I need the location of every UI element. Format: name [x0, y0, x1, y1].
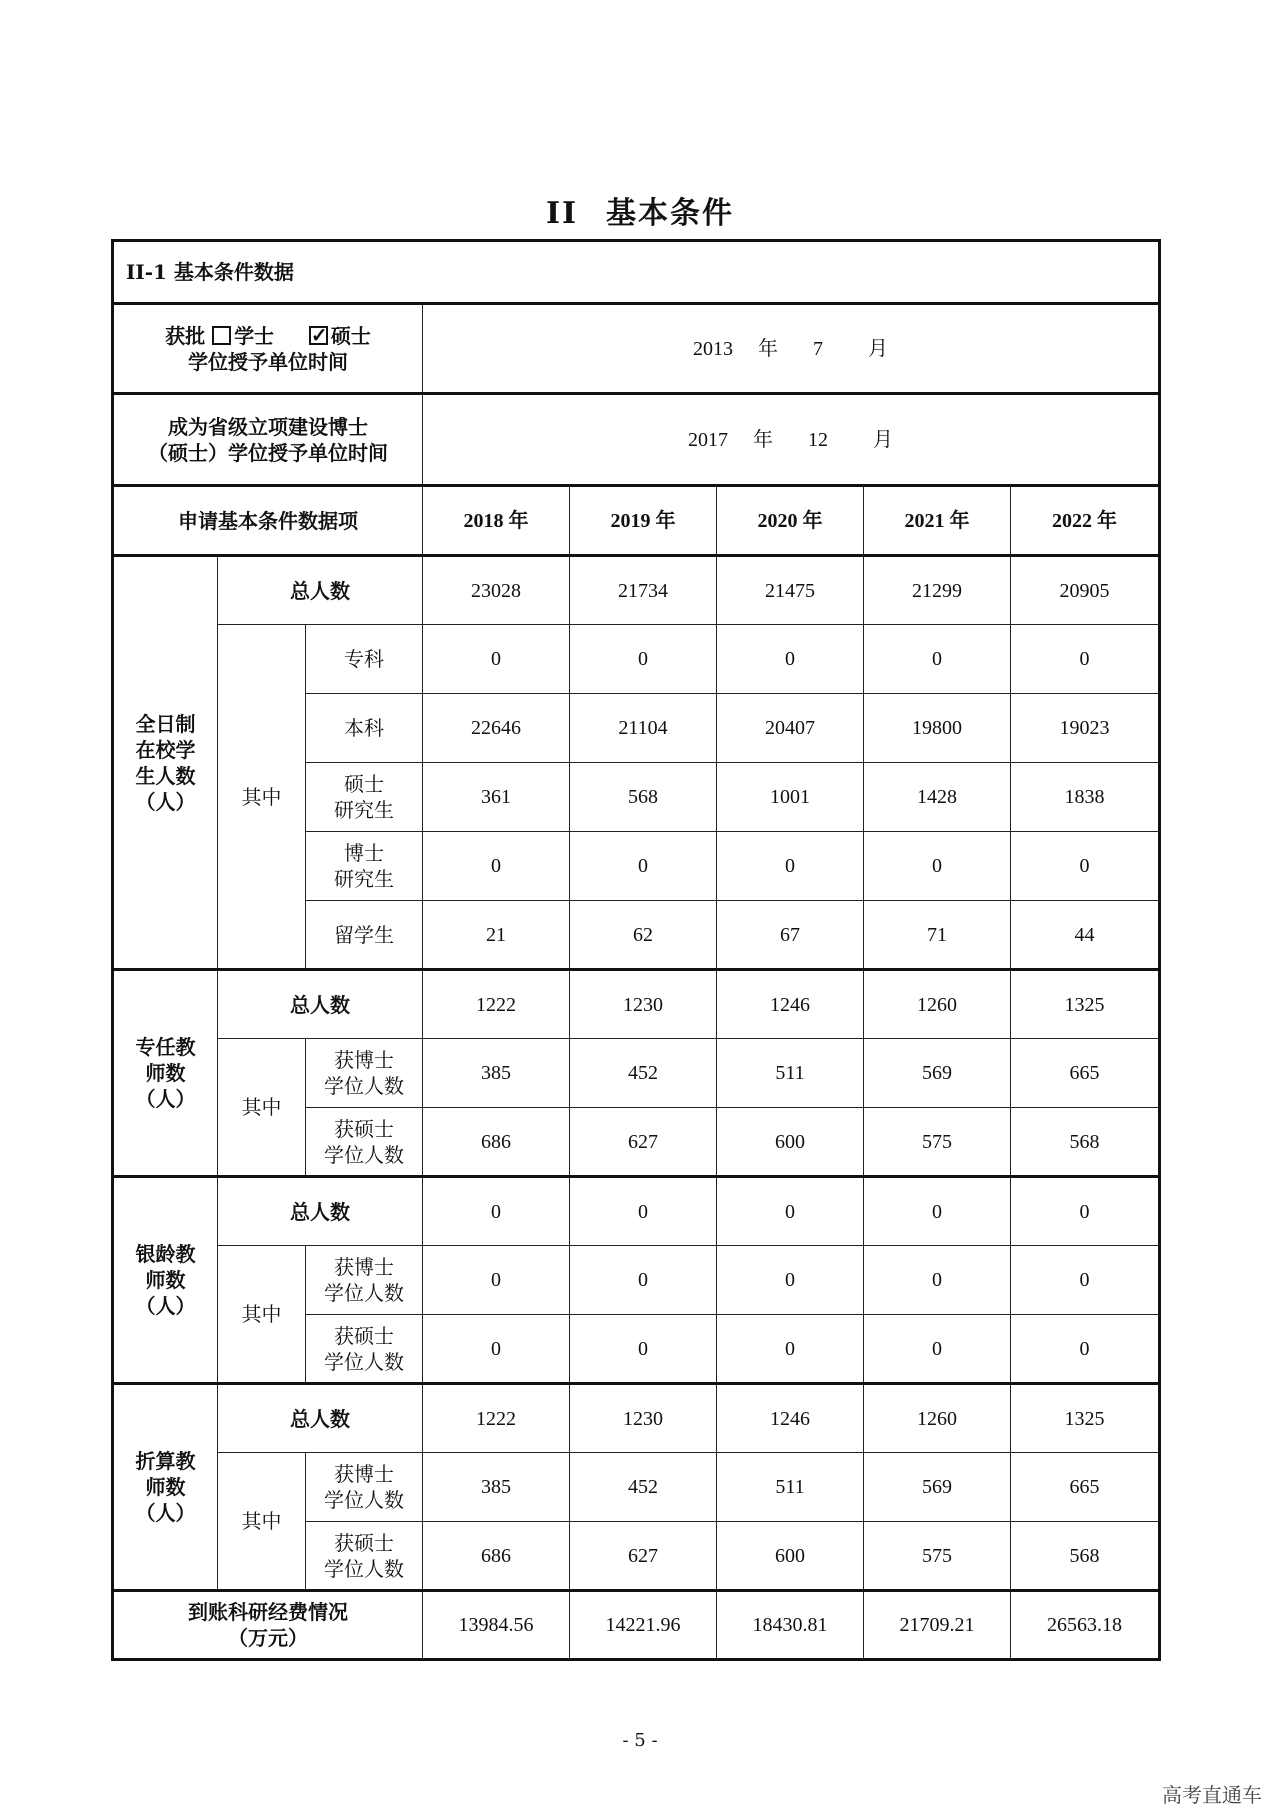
value-cell: 0	[717, 1246, 864, 1315]
approval-year: 2013	[693, 337, 733, 360]
sub-label: 其中	[218, 1453, 306, 1591]
provincial-label-line2: （硕士）学位授予单位时间	[148, 440, 388, 465]
value-cell: 0	[570, 1246, 717, 1315]
value-cell: 71	[864, 901, 1011, 970]
bachelor-checkbox	[212, 326, 231, 345]
label-line: 获硕士	[334, 1323, 394, 1348]
value-cell: 1428	[864, 763, 1011, 832]
row-label	[306, 1108, 423, 1177]
value-cell: 600	[717, 1108, 864, 1177]
value-cell: 18430.81	[717, 1591, 864, 1660]
value-cell: 0	[570, 1315, 717, 1384]
page-title	[0, 188, 1280, 232]
label-line: 获硕士	[334, 1116, 394, 1141]
approval-prefix: 获批	[165, 323, 206, 348]
value-cell: 1001	[717, 763, 864, 832]
row-label	[306, 901, 423, 970]
value-cell: 0	[864, 1246, 1011, 1315]
label-line: 硕士	[344, 772, 384, 796]
value-cell: 385	[423, 1039, 570, 1108]
provincial-date	[423, 394, 1160, 486]
value-cell: 1246	[717, 970, 864, 1039]
value-cell: 452	[570, 1453, 717, 1522]
provincial-label	[113, 394, 423, 486]
provincial-year-unit: 年	[753, 428, 773, 451]
approval-month-unit: 月	[868, 337, 888, 360]
page-number: - 5 -	[622, 1730, 658, 1751]
label-line: 全日制	[135, 711, 196, 736]
value-cell: 0	[864, 625, 1011, 694]
basic-conditions-table	[111, 239, 1161, 1661]
value-cell: 0	[570, 1177, 717, 1246]
value-cell: 1260	[864, 970, 1011, 1039]
year-header: 2018 年	[423, 486, 570, 556]
header-label: 申请基本条件数据项	[113, 486, 423, 556]
label-line: 到账科研经费情况	[188, 1600, 348, 1624]
year-header: 2019 年	[570, 486, 717, 556]
value-cell: 0	[1011, 1315, 1160, 1384]
value-cell: 361	[423, 763, 570, 832]
row-label	[306, 694, 423, 763]
row-label	[306, 832, 423, 901]
value-cell: 44	[1011, 901, 1160, 970]
table-row	[113, 1453, 1160, 1522]
value-cell: 1838	[1011, 763, 1160, 832]
value-cell: 21475	[717, 556, 864, 625]
label-line: 获博士	[334, 1048, 394, 1072]
provincial-month: 12	[808, 428, 828, 451]
value-cell: 0	[1011, 1246, 1160, 1315]
label-line: 银龄教	[135, 1242, 196, 1266]
label-line: （人）	[135, 1294, 196, 1318]
value-cell: 0	[570, 625, 717, 694]
value-cell: 21299	[864, 556, 1011, 625]
value-cell: 0	[423, 1246, 570, 1315]
label-line: 本科	[344, 716, 384, 740]
value-cell: 1230	[570, 1384, 717, 1453]
value-cell: 1222	[423, 970, 570, 1039]
label-line: 专科	[344, 647, 384, 671]
label-line: （万元）	[228, 1626, 308, 1650]
value-cell: 452	[570, 1039, 717, 1108]
value-cell: 665	[1011, 1453, 1160, 1522]
master-checkbox-checked	[309, 326, 328, 345]
value-cell: 385	[423, 1453, 570, 1522]
group-label	[113, 970, 218, 1177]
value-cell: 568	[1011, 1522, 1160, 1591]
provincial-year: 2017	[688, 428, 728, 451]
value-cell: 1260	[864, 1384, 1011, 1453]
value-cell: 1325	[1011, 1384, 1160, 1453]
label-line: 生人数	[135, 763, 196, 788]
row-label	[306, 625, 423, 694]
value-cell: 665	[1011, 1039, 1160, 1108]
value-cell: 0	[1011, 1177, 1160, 1246]
table-row	[113, 556, 1160, 625]
table-row	[113, 1177, 1160, 1246]
value-cell: 19023	[1011, 694, 1160, 763]
table-row	[113, 970, 1160, 1039]
year-header: 2020 年	[717, 486, 864, 556]
table-row	[113, 1591, 1160, 1660]
group-label	[113, 1384, 218, 1591]
value-cell: 1222	[423, 1384, 570, 1453]
total-label: 总人数	[218, 970, 423, 1039]
table-row	[113, 1039, 1160, 1108]
label-line: 获博士	[334, 1462, 394, 1486]
row-label	[306, 1315, 423, 1384]
label-line: 师数	[145, 1475, 186, 1499]
value-cell: 568	[1011, 1108, 1160, 1177]
value-cell: 14221.96	[570, 1591, 717, 1660]
title-roman: II	[545, 196, 579, 231]
label-line: 研究生	[334, 867, 394, 891]
value-cell: 19800	[864, 694, 1011, 763]
value-cell: 1325	[1011, 970, 1160, 1039]
label-line: （人）	[135, 789, 196, 814]
value-cell: 0	[717, 625, 864, 694]
value-cell: 569	[864, 1039, 1011, 1108]
master-option: 硕士	[330, 323, 371, 348]
value-cell: 13984.56	[423, 1591, 570, 1660]
bachelor-option: 学士	[234, 323, 275, 348]
sub-label: 其中	[218, 1246, 306, 1384]
label-line: 师数	[145, 1268, 186, 1292]
label-line: 学位人数	[324, 1556, 404, 1581]
group-label	[113, 1177, 218, 1384]
value-cell: 20407	[717, 694, 864, 763]
section-label: II-1 基本条件数据	[113, 241, 1160, 304]
value-cell: 21104	[570, 694, 717, 763]
label-line: 学位人数	[324, 1074, 404, 1098]
label-line: 学位人数	[324, 1349, 404, 1374]
label-line: 学位人数	[324, 1488, 404, 1512]
table-row	[113, 1384, 1160, 1453]
value-cell: 0	[1011, 625, 1160, 694]
value-cell: 0	[717, 1315, 864, 1384]
value-cell: 67	[717, 901, 864, 970]
row-label	[306, 1039, 423, 1108]
year-header: 2022 年	[1011, 486, 1160, 556]
value-cell: 0	[423, 1315, 570, 1384]
label-line: 留学生	[334, 922, 394, 947]
value-cell: 22646	[423, 694, 570, 763]
value-cell: 627	[570, 1522, 717, 1591]
value-cell: 21	[423, 901, 570, 970]
approval-month: 7	[813, 337, 823, 360]
value-cell: 0	[423, 625, 570, 694]
value-cell: 21709.21	[864, 1591, 1011, 1660]
value-cell: 575	[864, 1522, 1011, 1591]
approval-label	[113, 304, 423, 394]
value-cell: 62	[570, 901, 717, 970]
label-line: （人）	[135, 1501, 196, 1525]
value-cell: 1246	[717, 1384, 864, 1453]
label-line: 获博士	[334, 1255, 394, 1279]
row-label	[306, 1453, 423, 1522]
value-cell: 0	[717, 832, 864, 901]
value-cell: 0	[864, 1177, 1011, 1246]
label-line: 在校学	[135, 737, 196, 762]
approval-date	[423, 304, 1160, 394]
value-cell: 511	[717, 1039, 864, 1108]
value-cell: 23028	[423, 556, 570, 625]
provincial-month-unit: 月	[873, 428, 893, 451]
value-cell: 511	[717, 1453, 864, 1522]
label-line: 获硕士	[334, 1530, 394, 1555]
value-cell: 627	[570, 1108, 717, 1177]
sub-label: 其中	[218, 1039, 306, 1177]
value-cell: 26563.18	[1011, 1591, 1160, 1660]
value-cell: 600	[717, 1522, 864, 1591]
row-label	[306, 763, 423, 832]
label-line: 师数	[145, 1061, 186, 1085]
table-row	[113, 1246, 1160, 1315]
watermark: 高考直通车	[1162, 1783, 1262, 1807]
sub-label: 其中	[218, 625, 306, 970]
label-line: 折算教	[135, 1449, 196, 1473]
label-line: 学位人数	[324, 1281, 404, 1305]
row-label	[306, 1246, 423, 1315]
label-line: 博士	[344, 841, 384, 865]
total-label: 总人数	[218, 556, 423, 625]
label-line: 专任教	[135, 1035, 196, 1059]
value-cell: 568	[570, 763, 717, 832]
value-cell: 21734	[570, 556, 717, 625]
value-cell: 569	[864, 1453, 1011, 1522]
table-row	[113, 625, 1160, 694]
total-label: 总人数	[218, 1177, 423, 1246]
row-label	[306, 1522, 423, 1591]
year-header: 2021 年	[864, 486, 1011, 556]
value-cell: 20905	[1011, 556, 1160, 625]
label-line: 研究生	[334, 798, 394, 822]
label-line: （人）	[135, 1087, 196, 1111]
value-cell: 0	[423, 1177, 570, 1246]
value-cell: 0	[864, 1315, 1011, 1384]
provincial-label-line1: 成为省级立项建设博士	[168, 414, 368, 439]
value-cell: 686	[423, 1108, 570, 1177]
title-text: 基本条件	[606, 196, 735, 231]
value-cell: 0	[717, 1177, 864, 1246]
value-cell: 0	[570, 832, 717, 901]
value-cell: 1230	[570, 970, 717, 1039]
value-cell: 575	[864, 1108, 1011, 1177]
value-cell: 0	[864, 832, 1011, 901]
approval-year-unit: 年	[758, 337, 778, 360]
value-cell: 0	[423, 832, 570, 901]
funding-label	[113, 1591, 423, 1660]
value-cell: 0	[1011, 832, 1160, 901]
total-label: 总人数	[218, 1384, 423, 1453]
group-label	[113, 556, 218, 970]
approval-label-line2: 学位授予单位时间	[188, 349, 348, 374]
value-cell: 686	[423, 1522, 570, 1591]
label-line: 学位人数	[324, 1142, 404, 1167]
